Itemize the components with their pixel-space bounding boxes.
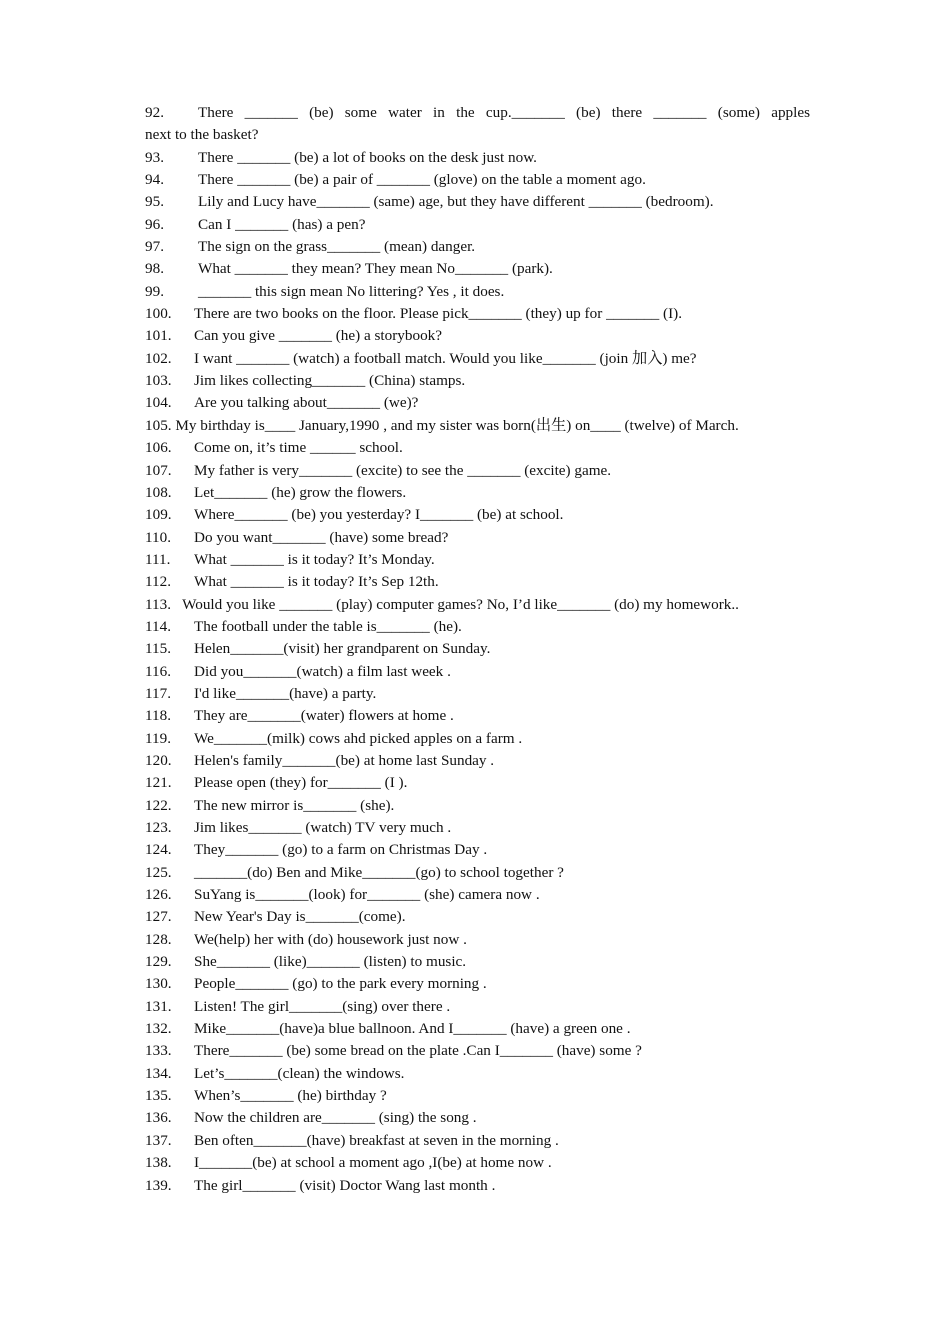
item-number: 109. [145,506,172,524]
exercise-list [145,102,810,1197]
item-number: 97. [145,238,164,256]
exercise-line [145,1040,810,1062]
item-number: 138. [145,1154,172,1172]
exercise-line [145,795,810,817]
item-number: 121. [145,774,172,792]
exercise-line [145,571,810,593]
item-text: SuYang is_______(look) for_______ (she) camera now . [194,886,540,904]
item-number: 134. [145,1064,172,1082]
exercise-line [145,929,810,951]
exercise-line-inline-number [145,415,810,437]
item-text: They_______ (go) to a farm on Christmas Day . [194,841,488,859]
exercise-line [145,1130,810,1152]
exercise-line [145,258,810,280]
item-number: 122. [145,796,172,814]
exercise-line [145,1085,810,1107]
item-text: When’s_______ (he) birthday ? [194,1087,387,1105]
exercise-line [145,147,810,169]
item-number: 94. [145,171,164,189]
item-number: 131. [145,997,172,1015]
item-text: next to the basket? [145,126,259,144]
item-text: The girl_______ (visit) Doctor Wang last month . [194,1176,496,1194]
item-number: 125. [145,863,172,881]
item-number: 126. [145,886,172,904]
exercise-line [145,817,810,839]
item-number: 99. [145,282,164,300]
exercise-line [145,191,810,213]
exercise-line [145,996,810,1018]
item-number: 98. [145,260,164,278]
item-number: 137. [145,1131,172,1149]
item-text: We(help) her with (do) housework just now . [194,930,467,948]
item-text: What _______ they mean? They mean No_______ (park). [198,260,553,278]
item-text: The new mirror is_______ (she). [194,796,395,814]
item-number: 108. [145,483,172,501]
item-number: 112. [145,573,172,591]
item-text: Are you talking about_______ (we)? [194,394,419,412]
item-text: I'd like_______(have) a party. [194,684,377,702]
exercise-line [145,661,810,683]
item-text: There _______ (be) a pair of _______ (glove) on the table a moment ago. [198,171,646,189]
item-number: 102. [145,349,172,367]
exercise-line [145,750,810,772]
exercise-line [145,728,810,750]
item-text: Jim likes_______ (watch) TV very much . [194,819,452,836]
item-number: 115. [145,640,172,658]
item-number: 95. [145,193,164,211]
exercise-line [145,616,810,638]
exercise-line-continued [145,124,810,146]
item-number: 133. [145,1042,172,1060]
exercise-line [145,392,810,414]
item-text: Let_______ (he) grow the flowers. [194,483,407,501]
item-text: Do you want_______ (have) some bread? [194,528,449,546]
item-number: 124. [145,841,172,859]
item-text: The sign on the grass_______ (mean) danger. [198,238,476,256]
item-number: 104. [145,394,172,412]
item-number: 106. [145,439,172,457]
item-number: 132. [145,1020,172,1038]
item-number: 100. [145,305,172,323]
exercise-line [145,437,810,459]
item-text: I_______(be) at school a moment ago ,I(be) at home now . [194,1154,552,1172]
item-number: 128. [145,930,172,948]
item-text: Can you give _______ (he) a storybook? [194,327,443,345]
item-number: 123. [145,819,172,836]
item-text: Listen! The girl_______(sing) over there . [194,997,451,1015]
item-number: 107. [145,461,172,479]
exercise-line [145,281,810,303]
exercise-line [145,1018,810,1040]
exercise-line [145,705,810,727]
exercise-line [145,638,810,660]
item-text: There_______ (be) some bread on the plate .Can I_______ (have) some ? [194,1042,642,1060]
exercise-line [145,1063,810,1085]
exercise-line [145,325,810,347]
item-text: There _______ (be) a lot of books on the desk just now. [198,148,537,166]
item-number: 111. [145,550,171,568]
exercise-line [145,951,810,973]
item-text: Where_______ (be) you yesterday? I_______ (be) at school. [194,506,564,524]
item-number: 135. [145,1087,172,1105]
exercise-line [145,839,810,861]
item-number: 110. [145,528,172,546]
item-number: 96. [145,215,164,233]
item-number: 118. [145,707,172,725]
exercise-line [145,236,810,258]
item-number: 139. [145,1176,172,1194]
item-text: Now the children are_______ (sing) the song . [194,1109,477,1127]
item-text: She_______ (like)_______ (listen) to music. [194,953,467,971]
exercise-line [145,862,810,884]
item-text: The football under the table is_______ (he). [194,617,462,635]
item-text: Did you_______(watch) a film last week . [194,662,451,680]
item-number: 103. [145,372,172,390]
item-number: 120. [145,751,172,769]
item-text: I want _______ (watch) a football match. Would you like_______ (join 加入) me? [194,349,697,367]
item-text: There are two books on the floor. Please pick_______ (they) up for _______ (I). [194,305,682,323]
item-text: They are_______(water) flowers at home . [194,707,454,725]
item-text: People_______ (go) to the park every morning . [194,975,487,993]
item-text: _______(do) Ben and Mike_______(go) to school together ? [194,863,564,881]
item-number: 129. [145,953,172,971]
exercise-line [145,460,810,482]
item-text: Jim likes collecting_______ (China) stamps. [194,372,466,390]
exercise-line [145,772,810,794]
item-number: 93. [145,148,164,166]
exercise-line [145,527,810,549]
exercise-line [145,169,810,191]
item-text: 113. Would you like _______ (play) computer games? No, I’d like_______ (do) my homework.. [145,595,739,613]
item-number: 130. [145,975,172,993]
exercise-line [145,348,810,370]
exercise-line [145,504,810,526]
item-text: There _______ (be) some water in the cup._______ (be) there _______ (some) apples [198,104,810,121]
item-text: Can I _______ (has) a pen? [198,215,366,233]
exercise-line [145,973,810,995]
exercise-line [145,906,810,928]
item-number: 136. [145,1109,172,1127]
exercise-line [145,683,810,705]
exercise-line [145,214,810,236]
item-text: _______ this sign mean No littering? Yes , it does. [198,282,505,300]
item-text: 105. My birthday is____ January,1990 , and my sister was born(出生) on____ (twelve) of March. [145,416,739,434]
exercise-line [145,102,810,124]
exercise-line [145,1107,810,1129]
exercise-line [145,303,810,325]
item-number: 114. [145,617,172,635]
item-text: Mike_______(have)a blue ballnoon. And I_______ (have) a green one . [194,1020,631,1038]
item-number: 92. [145,104,164,121]
item-number: 117. [145,684,172,702]
item-number: 101. [145,327,172,345]
item-text: Lily and Lucy have_______ (same) age, but they have different _______ (bedroom). [198,193,714,211]
item-text: What _______ is it today? It’s Sep 12th. [194,573,439,591]
item-text: Helen_______(visit) her grandparent on Sunday. [194,640,491,658]
exercise-line [145,1152,810,1174]
item-number: 127. [145,908,172,926]
item-text: What _______ is it today? It’s Monday. [194,550,435,568]
exercise-line [145,482,810,504]
item-text: Come on, it’s time ______ school. [194,439,403,457]
exercise-line [145,549,810,571]
exercise-line [145,884,810,906]
item-text: Let’s_______(clean) the windows. [194,1064,405,1082]
item-number: 116. [145,662,172,680]
item-text: My father is very_______ (excite) to see the _______ (excite) game. [194,461,612,479]
item-number: 119. [145,729,172,747]
item-text: Helen's family_______(be) at home last Sunday . [194,751,495,769]
exercise-line [145,370,810,392]
item-text: We_______(milk) cows ahd picked apples on a farm . [194,729,523,747]
item-text: Ben often_______(have) breakfast at seven in the morning . [194,1131,559,1149]
exercise-line-inline-number [145,594,810,616]
exercise-line [145,1175,810,1197]
item-text: New Year's Day is_______(come). [194,908,406,926]
item-text: Please open (they) for_______ (I ). [194,774,408,792]
